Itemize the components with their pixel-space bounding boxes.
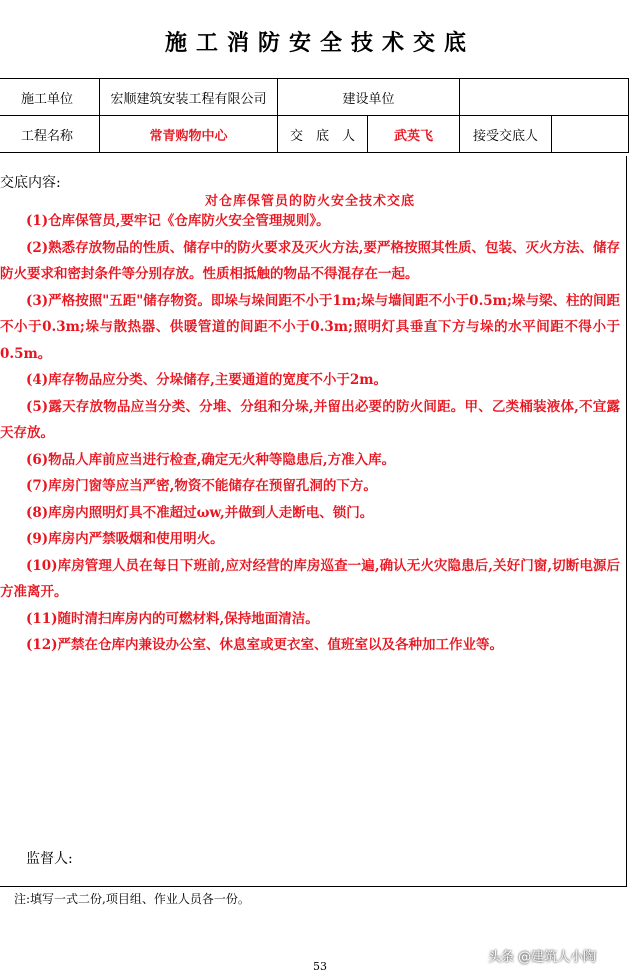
project-name-value: 常青购物中心 bbox=[100, 116, 278, 153]
info-row-project bbox=[0, 116, 629, 153]
info-table bbox=[0, 78, 629, 153]
owner-unit-label: 建设单位 bbox=[278, 79, 460, 116]
briefing-title: 对仓库保管员的防火安全技术交底 bbox=[204, 194, 415, 209]
briefing-item: (11)随时清扫库房内的可燃材料,保持地面清洁。 bbox=[26, 610, 319, 627]
briefer-value: 武英飞 bbox=[368, 116, 460, 153]
page-title: 施工消防安全技术交底 bbox=[164, 30, 475, 56]
watermark: 头条 @建筑人小陶 bbox=[488, 950, 597, 965]
briefing-items bbox=[0, 208, 620, 659]
receiver-label: 接受交底人 bbox=[460, 116, 552, 153]
briefing-item: (6)物品人库前应当进行检查,确定无火种等隐患后,方准入库。 bbox=[26, 451, 396, 468]
briefing-item: (3)严格按照"五距"储存物资。即垛与垛间距不小于1m;垛与墙间距不小于0.5m;垛与梁、柱的间距不小于0.3m;垛与散热器、供暖管道的间距不小于0.3m;照明灯具垂直下方与垛的水平间距不得小于0.5m。 bbox=[0, 292, 620, 362]
construction-unit-label: 施工单位 bbox=[0, 79, 100, 116]
briefing-item: (9)库房内严禁吸烟和使用明火。 bbox=[26, 531, 224, 547]
construction-unit-value: 宏顺建筑安装工程有限公司 bbox=[100, 79, 278, 116]
briefer-label: 交 底 人 bbox=[278, 116, 368, 153]
info-row-unit bbox=[0, 79, 629, 116]
briefing-item: (12)严禁在仓库内兼设办公室、休息室或更衣室、值班室以及各种加工作业等。 bbox=[26, 637, 504, 653]
content-label: 交底内容: bbox=[0, 175, 61, 191]
footnote: 注:填写一式二份,项目组、作业人员各一份。 bbox=[14, 892, 250, 906]
briefing-item: (2)熟悉存放物品的性质、储存中的防火要求及灭火方法,要严格按照其性质、包装、灭火方法、储存防火要求和密封条件等分别存放。性质相抵触的物品不得混存在一起。 bbox=[0, 239, 620, 282]
owner-unit-value bbox=[460, 79, 629, 116]
project-name-label: 工程名称 bbox=[0, 116, 100, 153]
briefing-item: (8)库房内照明灯具不准超过ωw,并做到人走断电、锁门。 bbox=[26, 504, 374, 521]
briefing-item: (1)仓库保管员,要牢记《仓库防火安全管理规则》。 bbox=[26, 213, 330, 229]
briefing-item: (5)露天存放物品应当分类、分堆、分组和分垛,并留出必要的防火间距。甲、乙类桶装液体,不宜露天存放。 bbox=[0, 398, 620, 441]
supervisor-label: 监督人: bbox=[26, 851, 73, 867]
briefing-item: (7)库房门窗等应当严密,物资不能储存在预留孔洞的下方。 bbox=[26, 478, 377, 494]
page-number: 53 bbox=[313, 960, 327, 973]
briefing-item: (10)库房管理人员在每日下班前,应对经营的库房巡查一遍,确认无火灾隐患后,关好门窗,切断电源后方准离开。 bbox=[0, 557, 620, 600]
briefing-item: (4)库存物品应分类、分垛储存,主要通道的宽度不小于2m。 bbox=[26, 372, 388, 388]
receiver-value bbox=[552, 116, 629, 153]
